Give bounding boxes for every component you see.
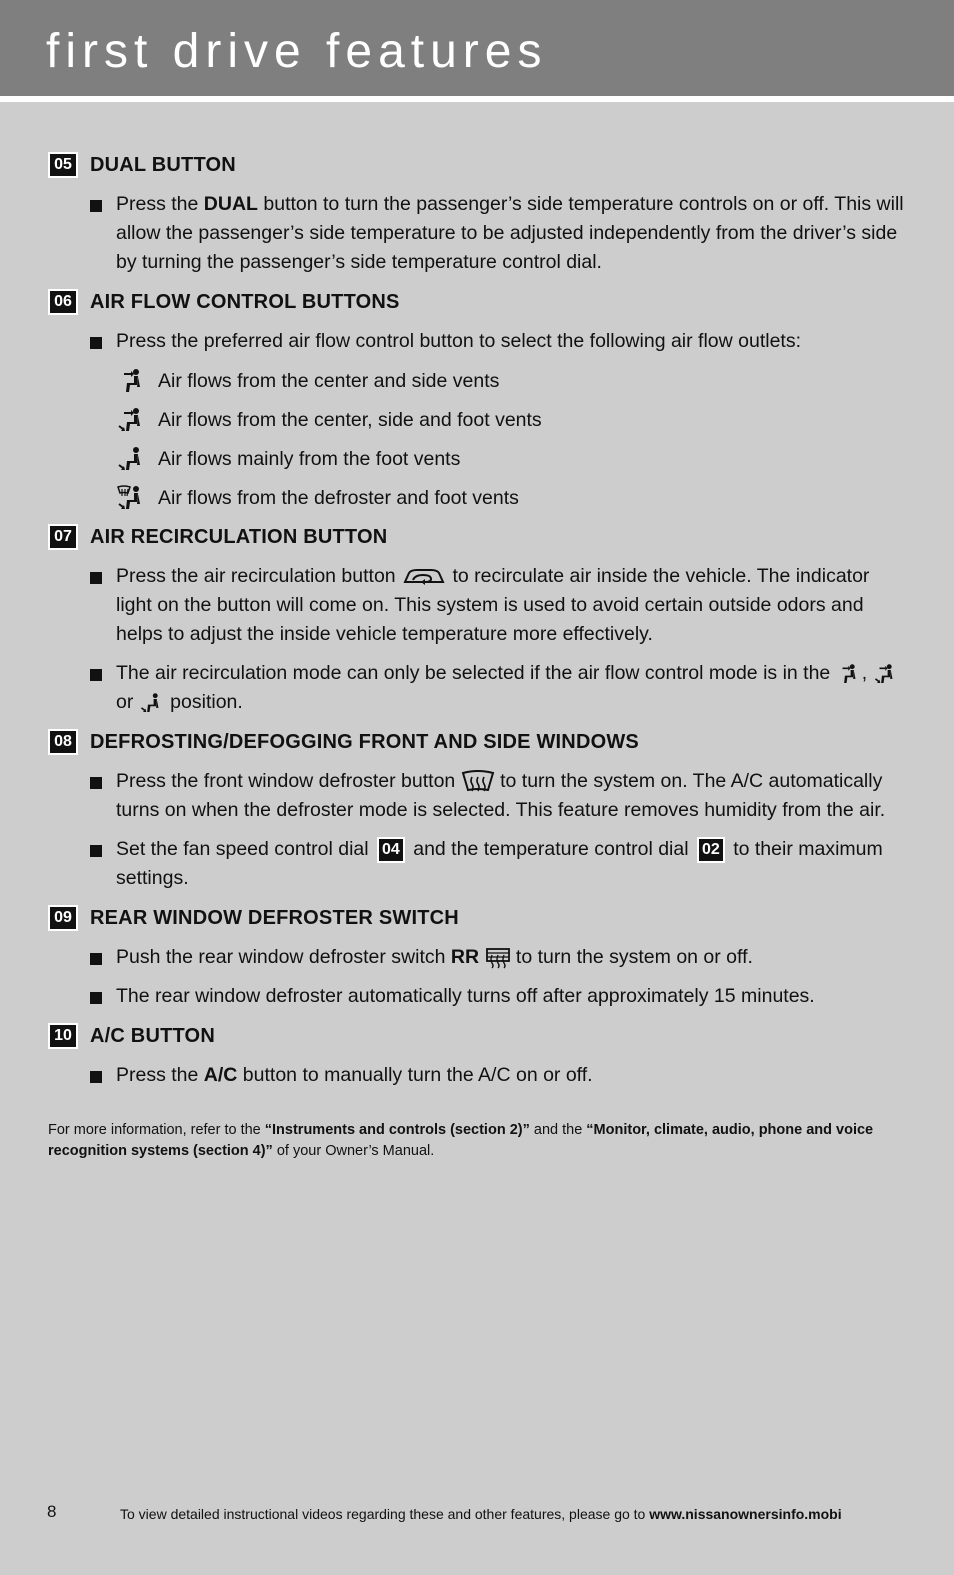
bullet-item: The rear window defroster automatically turns off after approximately 15 minutes. [48, 982, 908, 1011]
airflow-row-center-side-foot [116, 405, 908, 435]
section-number-badge: 10 [48, 1023, 78, 1049]
rear-defroster-icon [485, 947, 511, 969]
page-number: 8 [47, 1502, 57, 1521]
section-heading [48, 287, 908, 317]
section-number-badge: 05 [48, 152, 78, 178]
vent-center-side-icon [116, 368, 148, 394]
section-title: A/C BUTTON [90, 1024, 215, 1047]
vent-center-side-icon [836, 662, 862, 686]
bullet-item: Press the DUAL button to turn the passenger’s side temperature controls on or off. This will allow the passenger’s side temperature to be adjusted independently from the driver’s side by turning the passenger’s side temperature control dial. [48, 190, 908, 277]
airflow-label: Air flows from the center and side vents [158, 369, 500, 392]
footnote: For more information, refer to the “Instruments and controls (section 2)” and the “Monitor, climate, audio, phone and voice recognition systems (section 4)” of your Owner’s Manual. [48, 1122, 874, 1159]
section-dual-button [48, 150, 908, 277]
dial-reference-badge: 04 [377, 837, 405, 863]
bullet-item: Set the fan speed control dial 04 and the temperature control dial 02 to their maximum settings. [48, 835, 908, 893]
section-rear-defroster [48, 903, 908, 1011]
section-title: DUAL BUTTON [90, 153, 236, 176]
vent-center-side-foot-icon [116, 407, 148, 433]
bullet-item: Press the front window defroster button to turn the system on. The A/C automatically turns on when the defroster mode is selected. This feature removes humidity from the air. [48, 767, 908, 825]
section-title: REAR WINDOW DEFROSTER SWITCH [90, 906, 459, 929]
section-number-badge: 07 [48, 524, 78, 550]
section-title: DEFROSTING/DEFOGGING FRONT AND SIDE WINDOWS [90, 730, 639, 753]
section-heading [48, 727, 908, 757]
dial-reference-badge: 02 [697, 837, 725, 863]
section-number-badge: 09 [48, 905, 78, 931]
section-ac-button [48, 1021, 908, 1090]
bullet-item: The air recirculation mode can only be selected if the air flow control mode is in the , or position. [48, 659, 908, 717]
section-number-badge: 08 [48, 729, 78, 755]
section-heading [48, 903, 908, 933]
front-defroster-icon [461, 770, 495, 794]
page-title: first drive features [46, 25, 548, 78]
airflow-row-defrost-foot [116, 483, 908, 513]
airflow-label: Air flows from the defroster and foot vents [158, 486, 519, 509]
section-title: AIR RECIRCULATION BUTTON [90, 525, 388, 548]
vent-foot-icon [116, 446, 148, 472]
section-air-recirculation [48, 522, 908, 717]
airflow-label: Air flows mainly from the foot vents [158, 447, 461, 470]
section-heading [48, 522, 908, 552]
footer-link[interactable]: www.nissanownersinfo.mobi [649, 1506, 842, 1522]
content [48, 150, 908, 1100]
recirculation-icon [401, 566, 447, 588]
vent-foot-icon [139, 691, 165, 715]
section-title: AIR FLOW CONTROL BUTTONS [90, 290, 400, 313]
footer-note: To view detailed instructional videos regarding these and other features, please go to www.nissanownersinfo.mobi [120, 1506, 842, 1522]
bullet-item: Press the air recirculation button to recirculate air inside the vehicle. The indicator light on the button will come on. This system is used to avoid certain outside odors and helps to adjust the inside vehicle temperature more effectively. [48, 562, 908, 649]
page-header [0, 0, 954, 102]
airflow-row-foot [116, 444, 908, 474]
section-defrosting [48, 727, 908, 893]
vent-center-side-foot-icon [873, 662, 899, 686]
section-air-flow-control [48, 287, 908, 513]
section-heading [48, 150, 908, 180]
bullet-item: Press the preferred air flow control button to select the following air flow outlets: [48, 327, 908, 356]
airflow-label: Air flows from the center, side and foot vents [158, 408, 542, 431]
section-heading [48, 1021, 908, 1051]
vent-defrost-foot-icon [116, 485, 148, 511]
bullet-item: Press the A/C button to manually turn the A/C on or off. [48, 1061, 908, 1090]
bullet-item: Push the rear window defroster switch RR to turn the system on or off. [48, 943, 908, 972]
section-number-badge: 06 [48, 289, 78, 315]
airflow-row-center-side [116, 366, 908, 396]
